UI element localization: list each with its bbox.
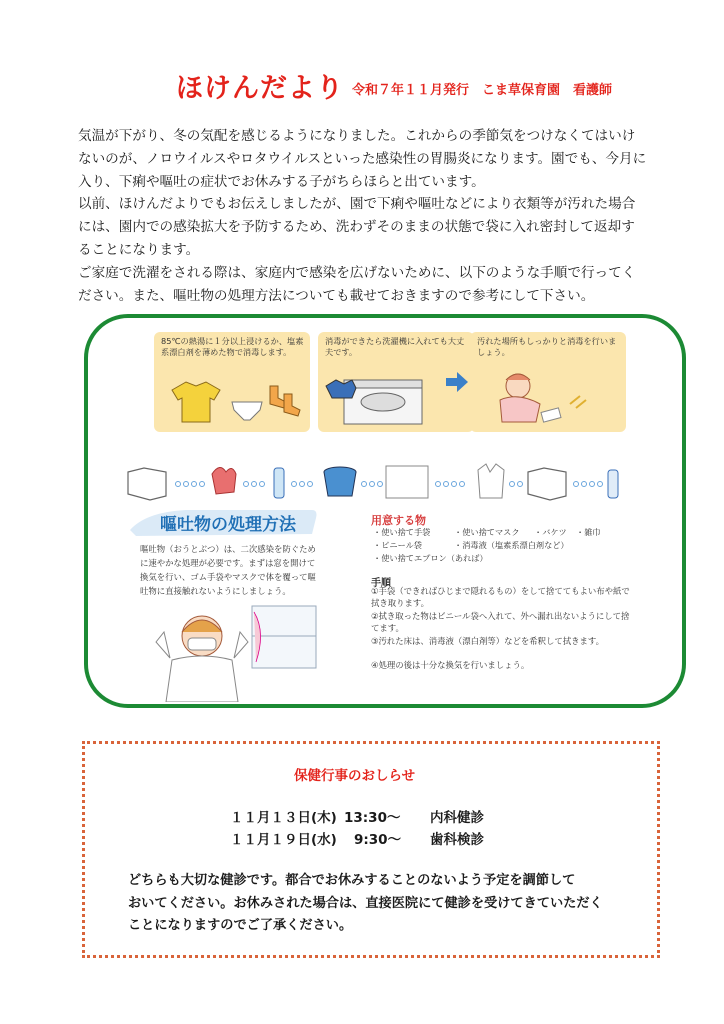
notice-line: ことになりますのでご了承ください。 <box>128 918 353 933</box>
vomit-title: 嘔吐物の処理方法 <box>160 515 296 535</box>
schedule-date: １１月１９日(水) <box>230 832 337 848</box>
need-item: ・使い捨て手袋 <box>373 527 431 537</box>
procedure-step: ④処理の後は十分な換気を行いましょう。 <box>371 660 530 670</box>
newsletter-title: ほけんだより <box>176 73 344 104</box>
procedure-step: ③汚れた床は、消毒液（漂白剤等）などを希釈して拭きます。 <box>371 636 604 646</box>
vomit-description: 嘔吐物（おうとぶつ）は、二次感染を防ぐために速やかな処理が必要です。まずは窓を開けて換気を行い、ゴム手袋やマスクで体を覆って嘔吐物に直接触れないようにしましょう。 <box>140 544 316 596</box>
issue-info: 令和７年１１月発行 こま草保育園 看護師 <box>352 83 613 98</box>
supplies-chain-illustration <box>124 458 624 504</box>
procedure-step: ①手袋（できればひじまで隠れるもの）をして捨ててもよい布や紙で拭き取ります。 <box>371 586 630 608</box>
procedure-step: ②拭き取った物はビニール袋へ入れて、外へ漏れ出ないようにして捨てます。 <box>371 611 630 633</box>
intro-line: には、園内での感染拡大を予防するため、洗わずそのままの状態で袋に入れ密封して返却す <box>78 219 635 236</box>
procedure-title: 手順 <box>371 578 391 589</box>
intro-line: 入り、下痢や嘔吐の症状でお休みする子がちらほらと出ています。 <box>78 173 485 190</box>
caregiver-illustration <box>142 602 342 702</box>
vomit-title-banner <box>126 506 322 538</box>
step-text: 消毒ができたら洗濯機に入れても大丈夫です。 <box>325 336 465 357</box>
need-item: ・使い捨てエプロン（あれば） <box>373 553 488 563</box>
wiping-person-illustration <box>480 366 620 430</box>
intro-line: ださい。また、嘔吐物の処理方法についても載せておきますので参考にして下さい。 <box>78 287 595 304</box>
laundry-illustration <box>166 376 306 430</box>
notice-line: どちらも大切な健診です。都合でお休みすることのないよう予定を調節して <box>128 873 576 888</box>
arrow-right-icon <box>446 372 468 392</box>
need-item: ・ビニール袋 <box>373 540 422 550</box>
intro-line: ないのが、ノロウイルスやロタウイルスといった感染性の胃腸炎になります。園でも、今月に <box>78 150 647 167</box>
intro-line: 以前、ほけんだよりでもお伝えしましたが、園で下痢や嘔吐などにより衣類等が汚れた場合 <box>78 196 636 213</box>
step-card-disinfect <box>470 332 626 432</box>
step-card-boil <box>154 332 310 432</box>
intro-line: 気温が下がり、冬の気配を感じるようになりました。これからの季節気をつけなくてはいけ <box>78 128 636 144</box>
notice-line: おいてください。お休みされた場合は、直接医院にて健診を受けてきていただく <box>128 895 603 911</box>
step-text: 85℃の熱湯に１分以上浸けるか、塩素系漂白剤を薄めた物で消毒します。 <box>161 336 304 357</box>
notice-title: 保健行事のおしらせ <box>294 768 416 784</box>
schedule-time: 13:30～ <box>344 810 401 826</box>
schedule-event: 内科健診 <box>430 810 484 826</box>
needs-title: 用意する物 <box>371 514 426 527</box>
need-item: ・雑巾 <box>576 527 601 537</box>
intro-line: ることになります。 <box>78 241 200 258</box>
need-item: ・消毒液（塩素系漂白剤など） <box>454 540 569 550</box>
intro-line: ご家庭で洗濯をされる際は、家庭内で感染を広げないために、以下のような手順で行ってく <box>78 264 636 281</box>
notice-body <box>128 870 628 938</box>
step-text: 汚れた場所もしっかりと消毒を行いましょう。 <box>477 336 617 357</box>
schedule-time: 9:30～ <box>354 832 402 848</box>
need-item: ・バケツ <box>534 527 567 537</box>
schedule-date: １１月１３日(木) <box>230 810 337 826</box>
schedule-event: 歯科検診 <box>430 832 484 848</box>
intro-text <box>78 125 678 307</box>
need-item: ・使い捨てマスク <box>454 527 520 537</box>
